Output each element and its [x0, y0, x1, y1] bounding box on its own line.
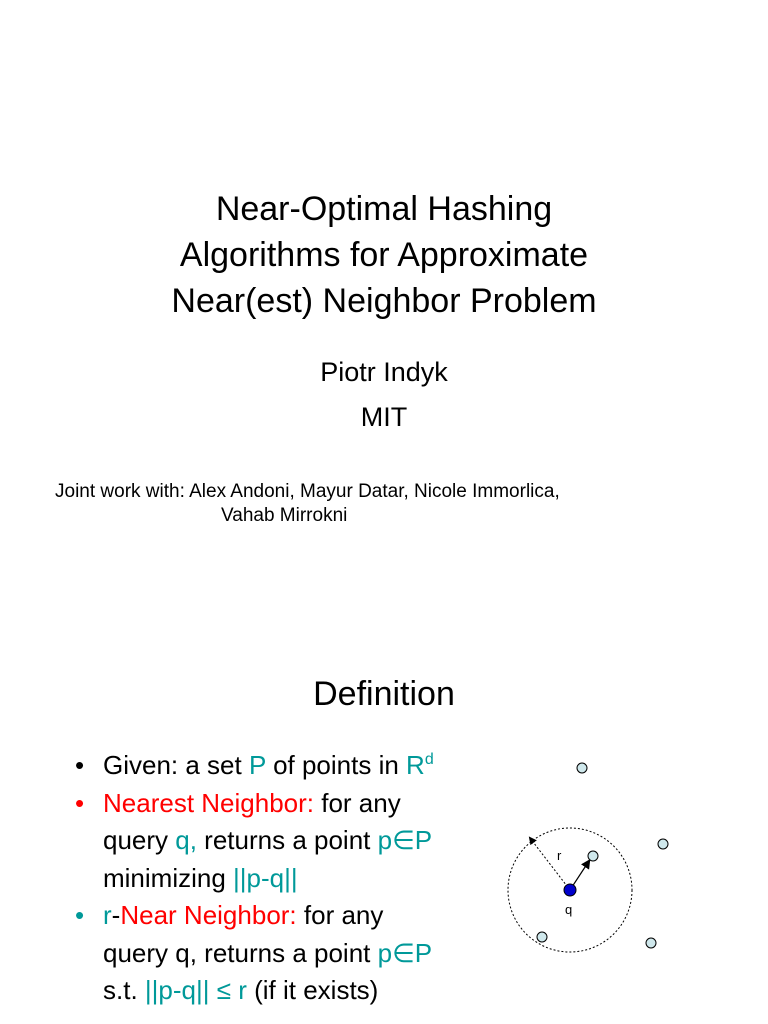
query-point: [564, 884, 576, 896]
bullet-text: minimizing: [103, 862, 234, 893]
query-symbol: q,: [175, 825, 197, 855]
author-name: Piotr Indyk: [320, 357, 448, 387]
bullet-text: (if it exists): [246, 975, 379, 1005]
data-point: [646, 938, 656, 948]
query-label: q: [565, 902, 573, 917]
title-line-2: Algorithms for Approximate: [179, 236, 589, 274]
dimension-superscript: d: [424, 751, 434, 768]
data-point: [537, 932, 547, 942]
neighbor-diagram: [500, 740, 700, 960]
bullet-text: for any: [296, 900, 384, 930]
distance-expression: ||p-q||: [233, 862, 298, 893]
bullet-given: [75, 747, 515, 785]
bullet-text: query q, returns a point: [103, 937, 378, 968]
definition-bullets: [75, 747, 515, 1010]
set-symbol: P: [248, 750, 266, 780]
condition-expression: ||p-q|| ≤ r: [144, 975, 247, 1005]
r-symbol: r: [103, 900, 112, 930]
data-point: [588, 851, 598, 861]
bullet-text: s.t.: [103, 975, 145, 1005]
point-symbol: p∈P: [377, 825, 433, 855]
point-symbol: p∈P: [377, 937, 433, 968]
bullet-marker: •: [75, 787, 85, 818]
slide-title: [0, 186, 768, 324]
joint-line-1: Joint work with: Alex Andoni, Mayur Datar, Nicole Immorlica,: [55, 481, 560, 502]
bullet-text: for any: [314, 787, 401, 818]
radius-label: r: [557, 848, 562, 863]
term-near-neighbor: Near Neighbor:: [120, 900, 297, 930]
bullet-text: -: [111, 900, 121, 930]
radius-arrow: [530, 838, 570, 890]
bullet-text: Given: a set: [103, 750, 249, 780]
author-affiliation: MIT: [360, 402, 408, 432]
bullet-text: query: [103, 825, 176, 855]
title-line-3: Near(est) Neighbor Problem: [171, 282, 597, 320]
bullet-r-near-neighbor: [75, 897, 515, 1010]
data-point: [658, 839, 668, 849]
bullet-text: of points in: [265, 750, 407, 780]
data-point: [577, 763, 587, 773]
section-title: Definition: [313, 675, 455, 713]
term-nearest-neighbor: Nearest Neighbor:: [103, 787, 314, 818]
joint-line-2: Vahab Mirrokni: [221, 505, 348, 526]
bullet-marker: •: [75, 900, 85, 930]
bullet-text: returns a point: [196, 825, 378, 855]
bullet-marker: •: [75, 750, 85, 780]
title-line-1: Near-Optimal Hashing: [215, 190, 553, 228]
bullet-nearest-neighbor: [75, 785, 515, 898]
joint-work: [55, 480, 560, 528]
space-symbol: R: [406, 750, 425, 780]
